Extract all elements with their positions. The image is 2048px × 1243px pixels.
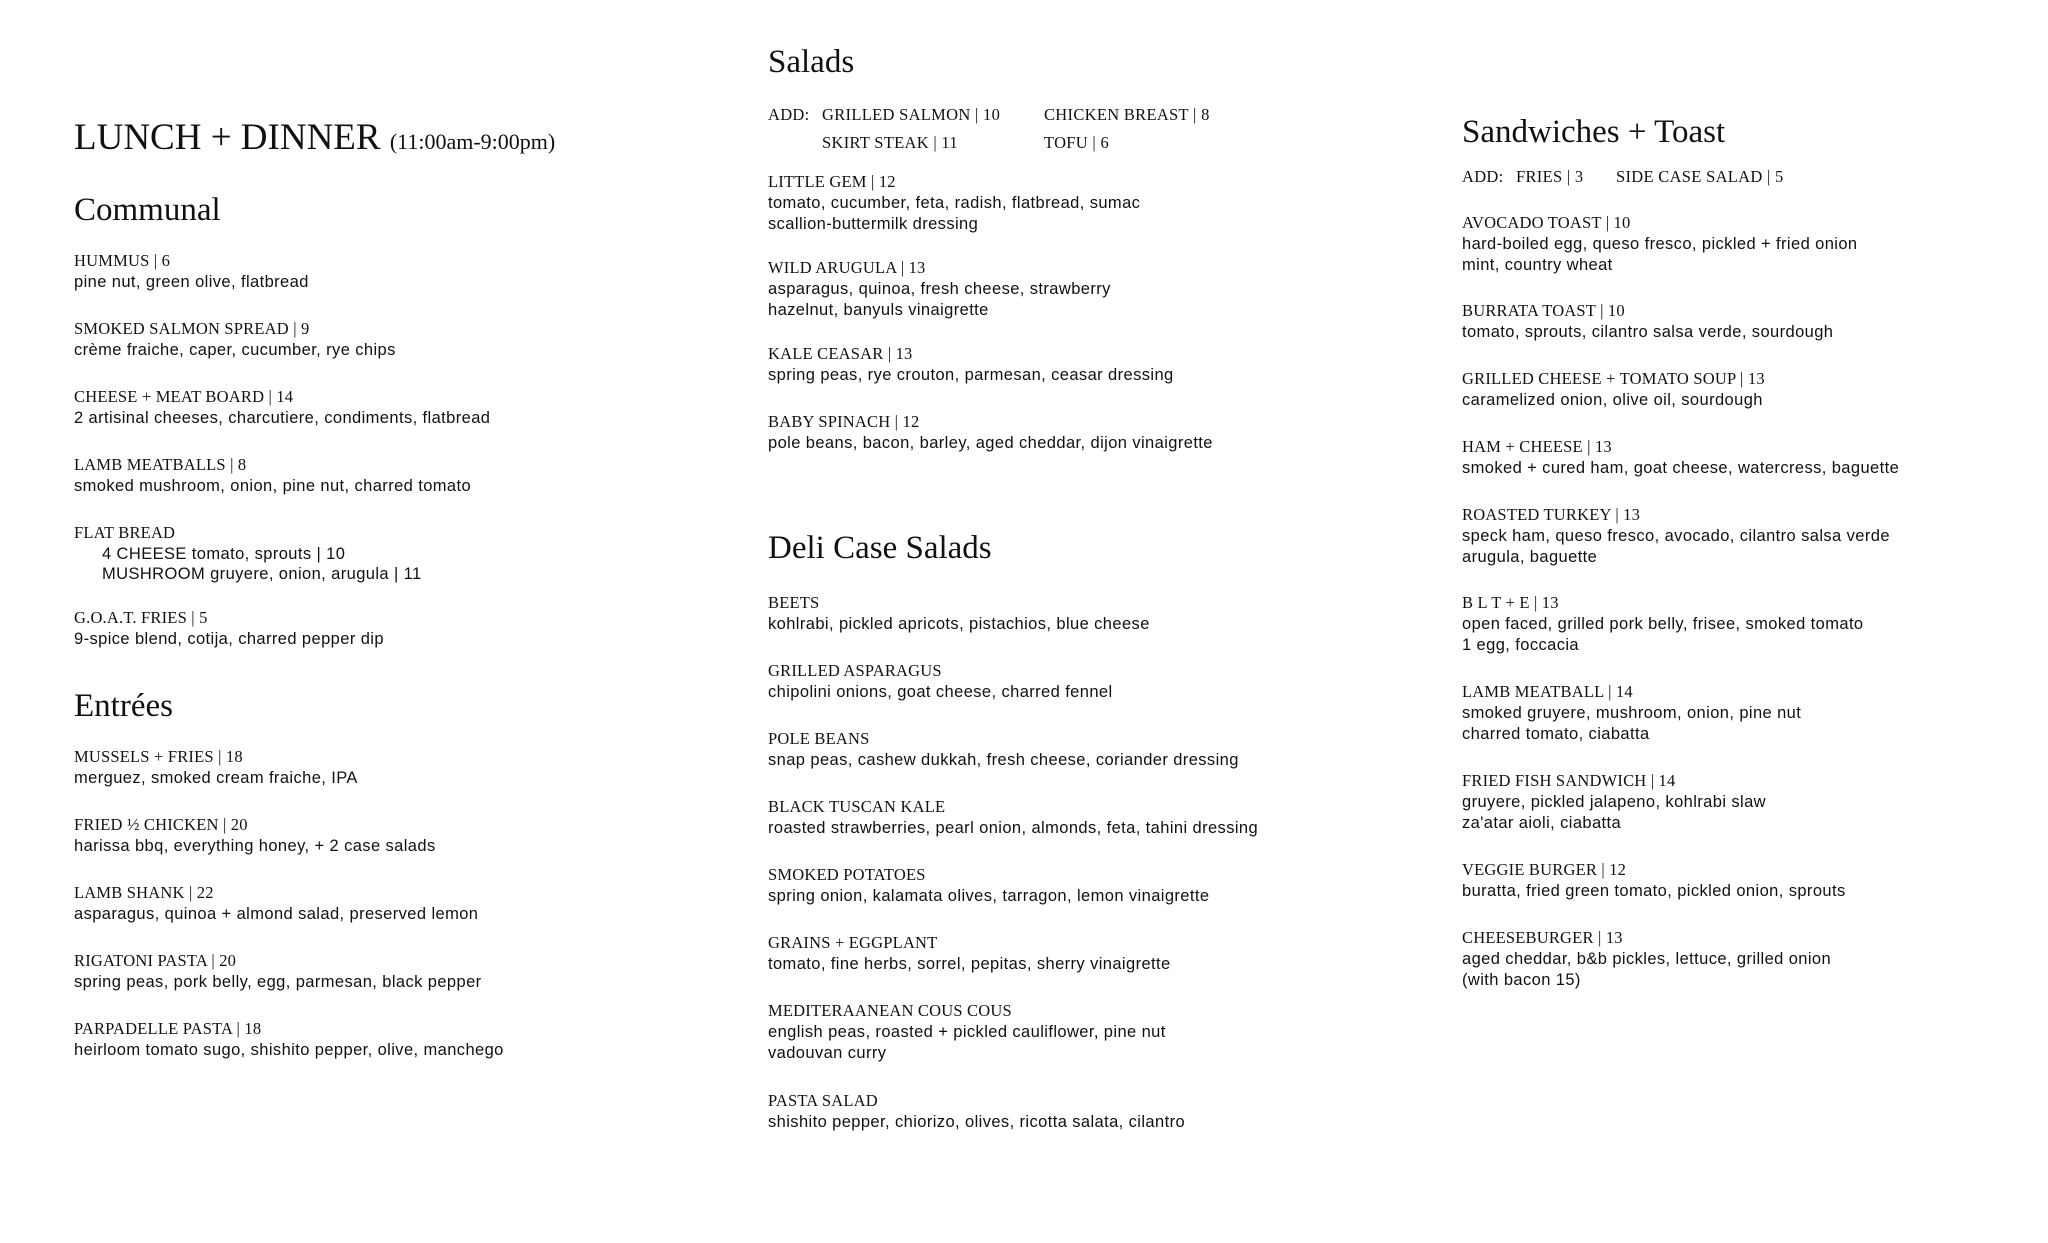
item-desc: smoked mushroom, onion, pine nut, charred tomato: [74, 477, 472, 495]
menu-item: [1462, 859, 1846, 902]
item-desc: smoked + cured ham, goat cheese, watercress, baguette: [1462, 459, 1900, 477]
item-name: SMOKED POTATOES: [768, 865, 926, 884]
item-desc: caramelized onion, olive oil, sourdough: [1462, 391, 1763, 409]
item-desc: hard-boiled egg, queso fresco, pickled + fried onion: [1462, 235, 1858, 253]
item-desc: za'atar aioli, ciabatta: [1462, 814, 1622, 832]
menu-item: [74, 386, 490, 429]
item-desc: charred tomato, ciabatta: [1462, 725, 1650, 743]
item-name: LITTLE GEM | 12: [768, 172, 896, 191]
section-heading-salads: Salads: [768, 44, 855, 80]
item-name: PASTA SALAD: [768, 1091, 878, 1110]
item-desc: 1 egg, foccacia: [1462, 636, 1579, 654]
menu-item: [1462, 436, 1899, 479]
add-option-side-salad: SIDE CASE SALAD | 5: [1616, 167, 1784, 186]
item-desc: pine nut, green olive, flatbread: [74, 273, 309, 291]
section-heading-sandwiches: Sandwiches + Toast: [1462, 114, 1726, 150]
item-desc: tomato, sprouts, cilantro salsa verde, sourdough: [1462, 323, 1834, 341]
item-name: WILD ARUGULA | 13: [768, 258, 926, 277]
item-name: BEETS: [768, 593, 820, 612]
menu-item: [1462, 770, 1766, 834]
item-name: MEDITERAANEAN COUS COUS: [768, 1001, 1012, 1020]
add-option-tofu: TOFU | 6: [1044, 133, 1109, 152]
item-desc: tomato, fine herbs, sorrel, pepitas, sherry vinaigrette: [768, 955, 1171, 973]
item-desc: snap peas, cashew dukkah, fresh cheese, coriander dressing: [768, 751, 1239, 769]
menu-item: [1462, 368, 1765, 411]
menu-item: [768, 343, 1174, 386]
item-name: FRIED ½ CHICKEN | 20: [74, 815, 248, 834]
item-desc: heirloom tomato sugo, shishito pepper, olive, manchego: [74, 1041, 504, 1059]
item-desc: spring onion, kalamata olives, tarragon, lemon vinaigrette: [768, 887, 1210, 905]
item-desc: roasted strawberries, pearl onion, almonds, feta, tahini dressing: [768, 819, 1259, 837]
item-desc: merguez, smoked cream fraiche, IPA: [74, 769, 358, 787]
item-name: BLACK TUSCAN KALE: [768, 797, 946, 816]
add-option-salmon: GRILLED SALMON | 10: [822, 105, 1001, 124]
menu-item: [768, 864, 1209, 907]
item-name: AVOCADO TOAST | 10: [1462, 213, 1631, 232]
section-heading-entrees: Entrées: [74, 688, 173, 724]
menu-item: [74, 814, 436, 857]
item-desc: pole beans, bacon, barley, aged cheddar, dijon vinaigrette: [768, 434, 1213, 452]
item-desc: (with bacon 15): [1462, 971, 1581, 989]
item-desc: scallion-buttermilk dressing: [768, 215, 979, 233]
menu-item: [1462, 681, 1801, 745]
section-heading-communal: Communal: [74, 192, 221, 228]
add-label: ADD:: [1462, 167, 1504, 186]
menu-item: [1462, 300, 1833, 343]
item-name: BURRATA TOAST | 10: [1462, 301, 1625, 320]
item-name: LAMB MEATBALLS | 8: [74, 455, 247, 474]
item-name: RIGATONI PASTA | 20: [74, 951, 237, 970]
item-desc: 2 artisinal cheeses, charcutiere, condiments, flatbread: [74, 409, 491, 427]
item-desc: harissa bbq, everything honey, + 2 case salads: [74, 837, 436, 855]
menu-item: [768, 257, 1111, 321]
item-name: GRILLED CHEESE + TOMATO SOUP | 13: [1462, 369, 1765, 388]
menu-title: [74, 116, 555, 159]
item-name: FRIED FISH SANDWICH | 14: [1462, 771, 1676, 790]
item-name: GRILLED ASPARAGUS: [768, 661, 942, 680]
menu-item: [1462, 927, 1831, 991]
item-name: PARPADELLE PASTA | 18: [74, 1019, 262, 1038]
item-name: CHEESE + MEAT BOARD | 14: [74, 387, 294, 406]
item-name: G.O.A.T. FRIES | 5: [74, 608, 208, 627]
menu-item: [74, 950, 482, 993]
item-desc: gruyere, pickled jalapeno, kohlrabi slaw: [1462, 793, 1766, 811]
menu-item: [1462, 592, 1864, 656]
menu-item: [1462, 212, 1858, 276]
item-name: GRAINS + EGGPLANT: [768, 933, 938, 952]
item-name: FLAT BREAD: [74, 523, 176, 542]
item-desc: hazelnut, banyuls vinaigrette: [768, 301, 989, 319]
item-desc: shishito pepper, chiorizo, olives, ricotta salata, cilantro: [768, 1113, 1186, 1131]
item-desc: chipolini onions, goat cheese, charred fennel: [768, 683, 1113, 701]
item-name: HUMMUS | 6: [74, 251, 171, 270]
menu-item: [768, 592, 1150, 635]
menu-item: [74, 1018, 504, 1061]
item-variant: 4 CHEESE tomato, sprouts | 10: [102, 545, 346, 563]
item-name: HAM + CHEESE | 13: [1462, 437, 1612, 456]
item-desc: kohlrabi, pickled apricots, pistachios, blue cheese: [768, 615, 1150, 633]
menu-item: [768, 171, 1140, 235]
item-name: VEGGIE BURGER | 12: [1462, 860, 1627, 879]
item-variant: MUSHROOM gruyere, onion, arugula | 11: [102, 565, 422, 583]
menu-item: [74, 882, 478, 925]
menu-title-main: LUNCH + DINNER: [74, 117, 381, 158]
item-desc: open faced, grilled pork belly, frisee, smoked tomato: [1462, 615, 1864, 633]
item-name: LAMB SHANK | 22: [74, 883, 214, 902]
item-desc: aged cheddar, b&b pickles, lettuce, grilled onion: [1462, 950, 1832, 968]
item-desc: english peas, roasted + pickled cauliflower, pine nut: [768, 1023, 1166, 1041]
menu-item: [768, 660, 1113, 703]
menu-item: [768, 728, 1239, 771]
menu-item: [74, 454, 471, 497]
item-name: POLE BEANS: [768, 729, 870, 748]
add-label: ADD:: [768, 105, 810, 124]
item-desc: vadouvan curry: [768, 1044, 887, 1062]
section-heading-deli-case-salads: Deli Case Salads: [768, 530, 992, 566]
item-name: BABY SPINACH | 12: [768, 412, 920, 431]
item-name: KALE CEASAR | 13: [768, 344, 913, 363]
menu-hours: (11:00am-9:00pm): [389, 129, 556, 154]
menu-item: [74, 607, 384, 650]
item-desc: mint, country wheat: [1462, 256, 1613, 274]
menu-item: [74, 318, 396, 361]
item-desc: spring peas, rye crouton, parmesan, ceasar dressing: [768, 366, 1174, 384]
item-desc: asparagus, quinoa, fresh cheese, strawberry: [768, 280, 1111, 298]
menu-item: [74, 250, 309, 293]
menu-item: [768, 932, 1171, 975]
item-name: ROASTED TURKEY | 13: [1462, 505, 1641, 524]
item-name: B L T + E | 13: [1462, 593, 1559, 612]
add-option-chicken: CHICKEN BREAST | 8: [1044, 105, 1210, 124]
item-desc: crème fraiche, caper, cucumber, rye chips: [74, 341, 396, 359]
add-option-steak: SKIRT STEAK | 11: [822, 133, 958, 152]
item-desc: smoked gruyere, mushroom, onion, pine nut: [1462, 704, 1802, 722]
menu-item: [1462, 504, 1890, 568]
item-desc: buratta, fried green tomato, pickled onion, sprouts: [1462, 882, 1846, 900]
item-name: LAMB MEATBALL | 14: [1462, 682, 1633, 701]
menu-item: [768, 796, 1258, 839]
menu-item: [74, 522, 422, 584]
item-desc: spring peas, pork belly, egg, parmesan, black pepper: [74, 973, 482, 991]
item-name: SMOKED SALMON SPREAD | 9: [74, 319, 310, 338]
menu-item: [74, 746, 358, 789]
add-option-fries: FRIES | 3: [1516, 167, 1584, 186]
menu-item: [768, 1090, 1185, 1133]
menu-item: [768, 411, 1213, 454]
item-desc: 9-spice blend, cotija, charred pepper dip: [74, 630, 384, 648]
item-desc: speck ham, queso fresco, avocado, cilantro salsa verde: [1462, 527, 1890, 545]
item-desc: arugula, baguette: [1462, 548, 1598, 566]
menu-item: [768, 1000, 1166, 1064]
item-name: CHEESEBURGER | 13: [1462, 928, 1623, 947]
item-name: MUSSELS + FRIES | 18: [74, 747, 243, 766]
item-desc: asparagus, quinoa + almond salad, preserved lemon: [74, 905, 479, 923]
item-desc: tomato, cucumber, feta, radish, flatbread, sumac: [768, 194, 1141, 212]
